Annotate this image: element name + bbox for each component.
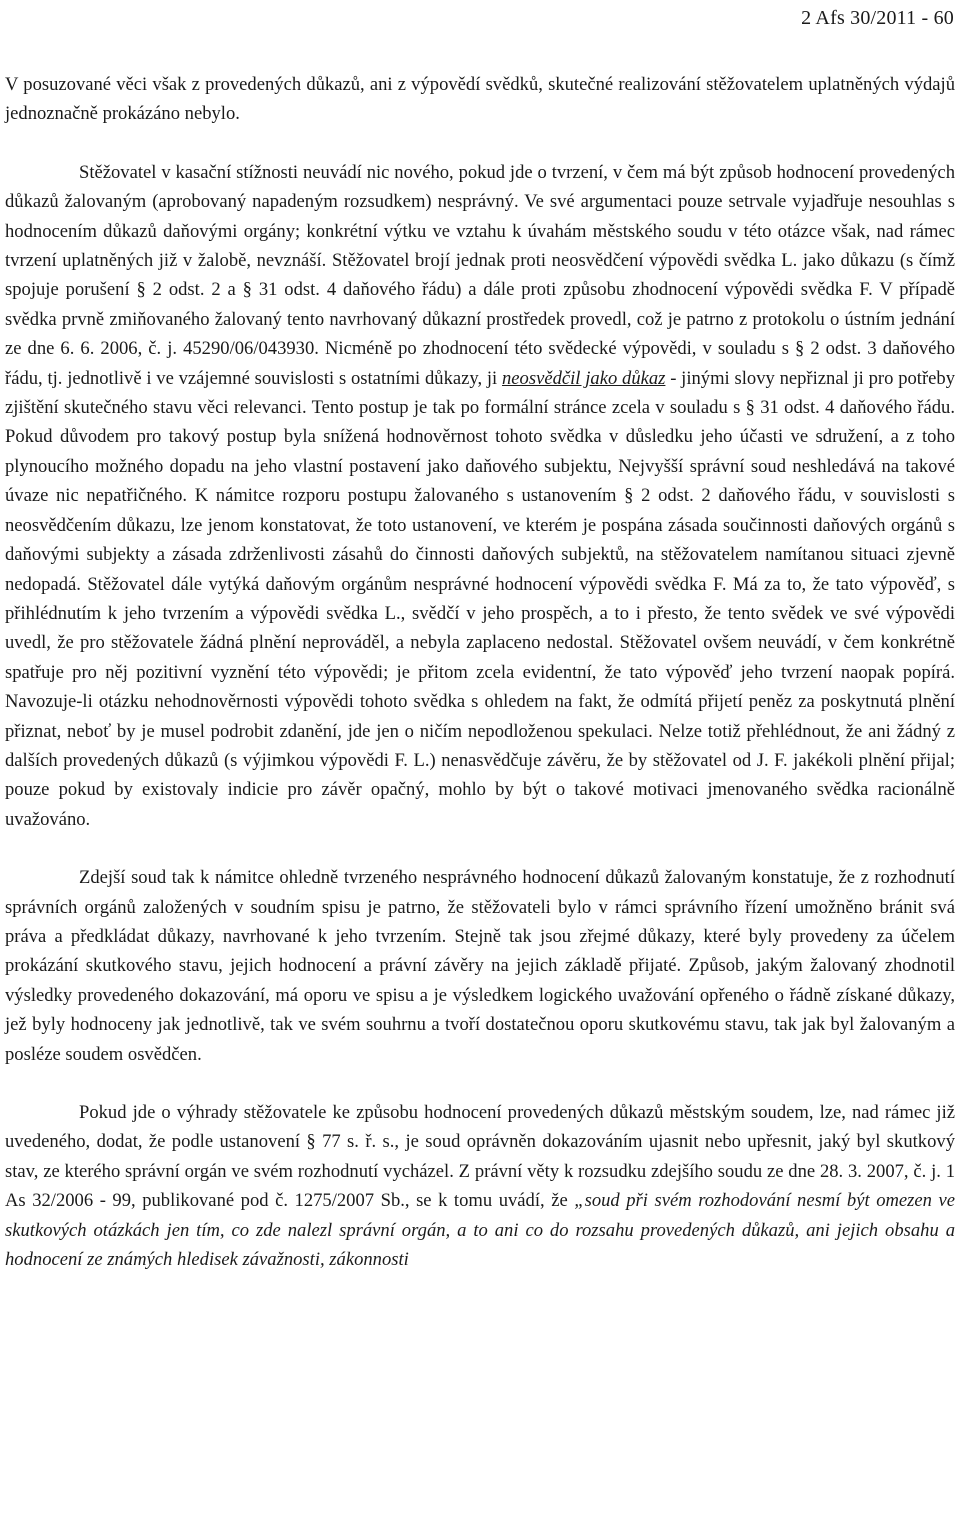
paragraph-2: [5, 158, 955, 834]
paragraph-text: Stěžovatel v kasační stížnosti neuvádí nic nového, pokud jde o tvrzení, v čem má být způsob hodnocení provedených důkazů žalovaným (aprobovaný napadeným rozsudkem) nesprávný. Ve své argumentaci pouze setrvale vyjadřuje nesouhlas s hodnocením důkazů daňovými orgány; konkrétní výtku ve vztahu k úvahám městského soudu v této otázce však, nad rámec tvrzení uplatněných již v žalobě, nevznáší. Stěžovatel brojí jednak proti neosvědčení výpovědi svědka L. jako důkazu (s čímž spojuje porušení § 2 odst. 2 a § 31 odst. 4 daňového řádu) a dále proti způsobu zhodnocení výpovědi svědka F. V případě svědka prvně zmiňovaného žalovaný tento navrhovaný důkazní prostředek provedl, což je patrno z protokolu o ústním jednání ze dne 6. 6. 2006, č. j. 45290/06/043930. Nicméně po zhodnocení této svědecké výpovědi, v souladu s § 2 odst. 3 daňového řádu, tj. jednotlivě i ve vzájemné souvislosti s ostatními důkazy, ji: [5, 161, 955, 389]
paragraph-text: „soud při svém rozhodování nesmí být omezen ve skutkových otázkách jen tím, co zde nalezl správní orgán, a to ani co do rozsahu provedených důkazů, ani jejich obsahu a hodnocení ze známých hledisek závažnosti, zákonnosti: [5, 1190, 955, 1271]
paragraph-4: [5, 1098, 955, 1274]
case-number: 2 Afs 30/2011 - 60: [801, 7, 954, 29]
paragraph-text: - jinými slovy nepřiznal ji pro potřeby zjištění skutečného stavu věci relevanci. Tento postup je tak po formální stránce zcela v souladu s § 31 odst. 4 daňového řádu. Pokud důvodem pro takový postup byla snížená hodnověrnost tohoto svědka v důsledku jeho účasti ve sdružení, a z toho plynoucího možného dopadu na jeho vlastní postavení jako daňového subjektu, Nejvyšší správní soud neshledává na takové úvaze nic nepatřičného. K námitce rozporu postupu žalovaného s ustanovením § 2 odst. 2 daňového řádu, v souvislosti s neosvědčením důkazu, lze jenom konstatovat, že toto ustanovení, ve kterém je pospána zásada součinnosti daňových orgánů s daňovými subjekty a zásada zdrženlivosti zásahů do činnosti daňových subjektů, na stěžovatelem namítanou situaci zjevně nedopadá. Stěžovatel dále vytýká daňovým orgánům nesprávné hodnocení výpovědi svědka F. Má za to, že tato výpověď, s přihlédnutím k jeho tvrzením a výpovědi svědka L., svědčí v jeho prospěch, a to i přesto, že tento svědek ve své výpovědi uvedl, že pro stěžovatele žádná plnění neprováděl, a nebyla zaplaceno nedostal. Stěžovatel ovšem neuvádí, v čem konkrétně spatřuje pro něj pozitivní vyznění této výpovědi; je přitom zcela evidentní, že tato výpověď jeho tvrzení naopak popírá. Navozuje-li otázku nehodnověrnosti výpovědi tohoto svědka s ohledem na fakt, že odmítá přijetí peněz za poskytnutá plnění přiznat, neboť by je musel podrobit zdanění, jde jen o ničím nepodloženou spekulaci. Nelze totiž přehlédnout, že ani žádný z dalších provedených důkazů (s výjimkou výpovědi F. L.) nenasvědčuje závěru, že by stěžovatel od J. F. jakékoli plnění přijal; pouze pokud by existovaly indicie pro závěr opačný, mohlo by být o takové motivaci jmenovaného svědka racionálně uvažováno.: [5, 367, 955, 830]
paragraph-text: V posuzované věci však z provedených důkazů, ani z výpovědí svědků, skutečné realizování stěžovatelem uplatněných výdajů jednoznačně prokázáno nebylo.: [5, 74, 955, 125]
paragraph-1: [5, 70, 955, 129]
paragraph-3: [5, 863, 955, 1069]
document-body: [5, 70, 955, 1274]
paragraph-text: neosvědčil jako důkaz: [502, 367, 666, 389]
paragraph-text: Zdejší soud tak k námitce ohledně tvrzeného nesprávného hodnocení důkazů žalovaným konstatuje, že z rozhodnutí správních orgánů založených v soudním spisu je patrno, že stěžovateli bylo v rámci správního řízení umožněno bránit svá práva a předkládat důkazy, navrhované k jeho tvrzením. Stejně tak jsou zřejmé důkazy, které byly provedeny za účelem prokázání skutkového stavu, jejich hodnocení a právní závěry na jejich základě přijaté. Způsob, jakým žalovaný zhodnotil výsledky provedeného dokazování, má oporu ve spisu a je výsledkem logického uvažování opřeného o řádně získané důkazy, jež byly hodnoceny jak jednotlivě, tak ve svém souhrnu a tvoří dostatečnou oporu skutkovému stavu, tak jak byl žalovaným a posléze soudem osvědčen.: [5, 867, 955, 1065]
paragraph-text: Pokud jde o výhrady stěžovatele ke způsobu hodnocení provedených důkazů městským soudem, lze, nad rámec již uvedeného, dodat, že podle ustanovení § 77 s. ř. s., je soud oprávněn dokazováním ujasnit nebo upřesnit, jaký byl skutkový stav, ze kterého správní orgán ve svém rozhodnutí vycházel. Z právní věty k rozsudku zdejšího soudu ze dne 28. 3. 2007, č. j. 1 As 32/2006 - 99, publikované pod č. 1275/2007 Sb., se k tomu uvádí, že: [5, 1102, 955, 1212]
